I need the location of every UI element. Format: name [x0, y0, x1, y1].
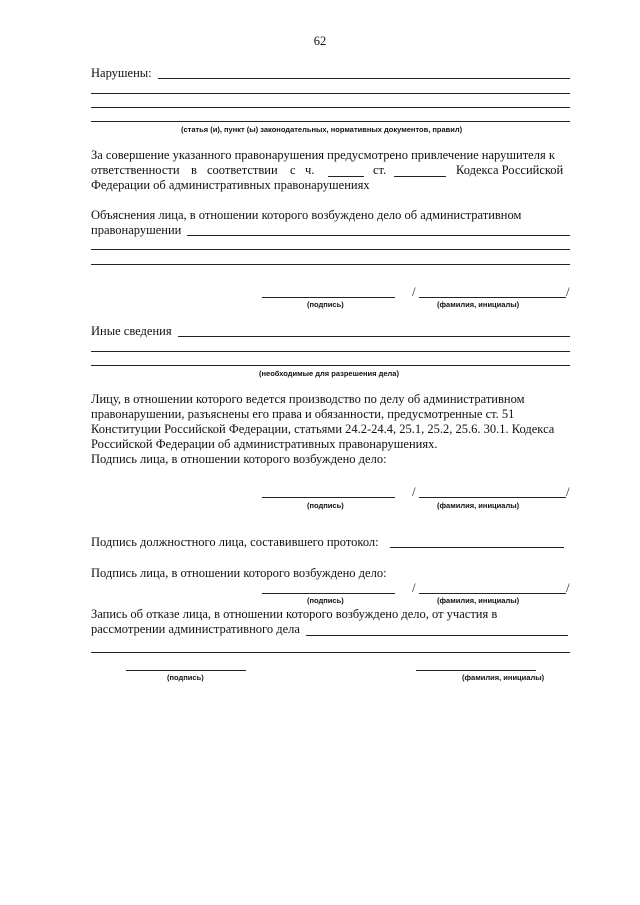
- sig1-slash-close: /: [566, 284, 570, 299]
- official-signature-line[interactable]: [390, 547, 564, 548]
- explanations-line-1: Объяснения лица, в отношении которого возбуждено дело об административном: [91, 208, 522, 222]
- sig2-slash-open: /: [412, 484, 416, 499]
- sig1-name-caption: (фамилия, инициалы): [437, 300, 520, 309]
- rights-line-5: Подпись лица, в отношении которого возбуждено дело:: [91, 452, 387, 466]
- refusal-line-1: Запись об отказе лица, в отношении которого возбуждено дело, от участия в: [91, 607, 498, 621]
- other-line-2[interactable]: [91, 351, 570, 352]
- article-number-field[interactable]: [394, 176, 446, 177]
- person-sign-caption: (подпись): [307, 596, 344, 605]
- refusal-line-field-1[interactable]: [306, 635, 568, 636]
- liability-line-2b: в: [191, 163, 197, 177]
- part-number-field[interactable]: [328, 176, 364, 177]
- liability-line-2f: ст.: [373, 163, 387, 177]
- page-number: 62: [313, 34, 327, 48]
- final-name-caption: (фамилия, инициалы): [462, 673, 545, 682]
- sig1-sign-caption: (подпись): [307, 300, 344, 309]
- explanations-line-2: правонарушении: [91, 223, 182, 237]
- explanations-line-field-3[interactable]: [91, 264, 570, 265]
- liability-line-2d: с: [290, 163, 296, 177]
- final-signature-line[interactable]: [126, 670, 246, 671]
- other-label: Иные сведения: [91, 324, 172, 338]
- liability-line-2c: соответствии: [207, 163, 278, 177]
- liability-line-2g: Кодекса Российской: [456, 163, 564, 177]
- refusal-line-field-2[interactable]: [91, 652, 570, 653]
- final-name-line[interactable]: [416, 670, 536, 671]
- violated-line-3[interactable]: [91, 107, 570, 108]
- violated-line-4[interactable]: [91, 121, 570, 122]
- official-label: Подпись должностного лица, составившего протокол:: [91, 535, 379, 549]
- rights-line-1: Лицу, в отношении которого ведется производство по делу об административном: [91, 392, 525, 406]
- sig1-name-line[interactable]: [419, 297, 566, 298]
- person-signature-line[interactable]: [262, 593, 395, 594]
- violated-line-2[interactable]: [91, 93, 570, 94]
- explanations-line-field-2[interactable]: [91, 249, 570, 250]
- person-sign-label: Подпись лица, в отношении которого возбуждено дело:: [91, 566, 387, 580]
- final-sign-caption: (подпись): [167, 673, 204, 682]
- other-line-1[interactable]: [178, 336, 570, 337]
- violated-line-1[interactable]: [158, 78, 570, 79]
- rights-line-2: правонарушении, разъяснены его права и обязанности, предусмотренные ст. 51: [91, 407, 515, 421]
- person-name-caption: (фамилия, инициалы): [437, 596, 520, 605]
- violated-label: Нарушены:: [91, 66, 152, 80]
- liability-line-3: Федерации об административных правонарушениях: [91, 178, 370, 192]
- person-slash-close: /: [566, 580, 570, 595]
- person-name-line[interactable]: [419, 593, 566, 594]
- liability-line-1: За совершение указанного правонарушения предусмотрено привлечение нарушителя к: [91, 148, 555, 162]
- explanations-line-field-1[interactable]: [187, 235, 570, 236]
- sig1-slash-open: /: [412, 284, 416, 299]
- other-line-3[interactable]: [91, 365, 570, 366]
- sig2-signature-line[interactable]: [262, 497, 395, 498]
- other-caption: (необходимые для разрешения дела): [259, 369, 399, 378]
- rights-line-4: Российской Федерации об административных правонарушениях.: [91, 437, 438, 451]
- sig2-name-line[interactable]: [419, 497, 566, 498]
- sig2-sign-caption: (подпись): [307, 501, 344, 510]
- sig1-signature-line[interactable]: [262, 297, 395, 298]
- refusal-line-2: рассмотрении административного дела: [91, 622, 300, 636]
- person-slash-open: /: [412, 580, 416, 595]
- liability-line-2a: ответственности: [91, 163, 180, 177]
- sig2-name-caption: (фамилия, инициалы): [437, 501, 520, 510]
- liability-line-2e: ч.: [305, 163, 315, 177]
- violated-caption: (статья (и), пункт (ы) законодательных, нормативных документов, правил): [181, 125, 463, 134]
- rights-line-3: Конституции Российской Федерации, статьями 24.2-24.4, 25.1, 25.2, 25.6. 30.1. Кодекса: [91, 422, 555, 436]
- sig2-slash-close: /: [566, 484, 570, 499]
